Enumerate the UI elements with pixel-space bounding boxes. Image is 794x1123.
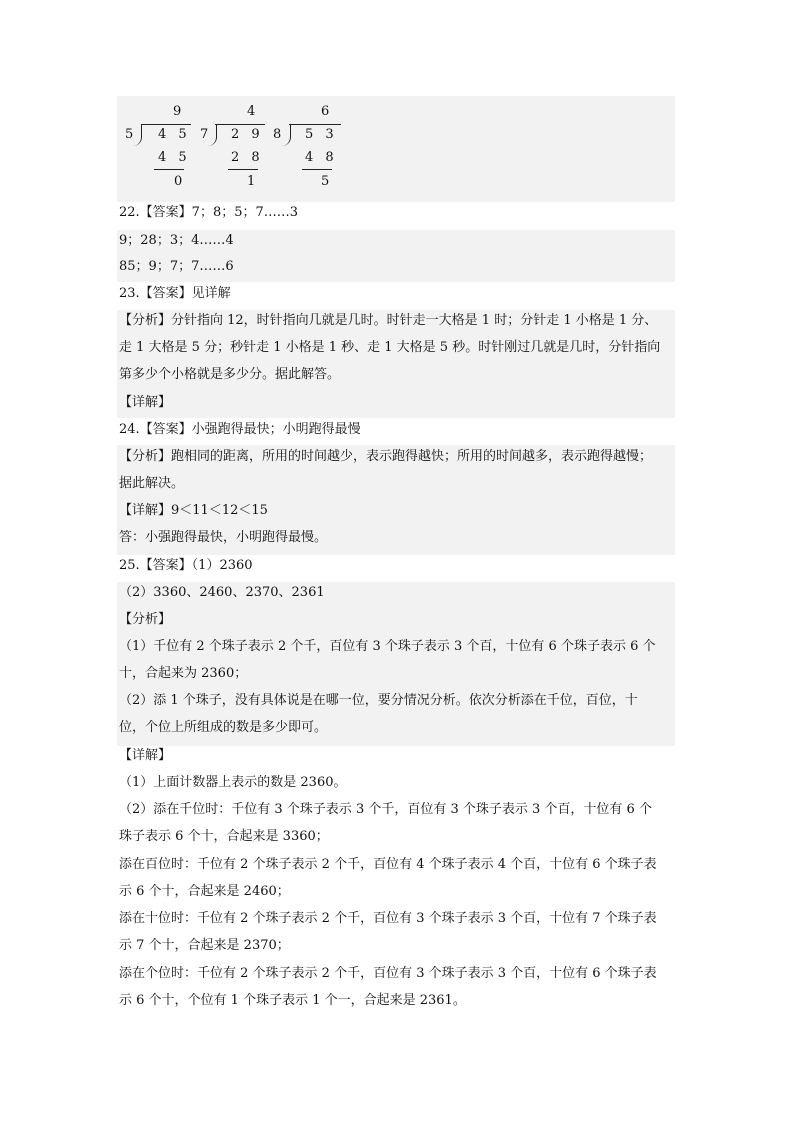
analysis-25-line4: 位，个位上所组成的数是多少即可。 <box>119 720 328 735</box>
detail-25-line2: （2）添在千位时：千位有 3 个珠子表示 3 个千，百位有 3 个珠子表示 3 个百，十位有 6 个 <box>119 802 652 817</box>
remainder: 5 <box>321 174 334 189</box>
subtraction-line <box>154 169 184 170</box>
analysis-23-line2: 走 1 大格是 5 分；秒针走 1 小格是 1 秒、走 1 大格是 5 秒。时针刚过几就是几时，分针指向 <box>119 340 661 355</box>
dividend: 5 3 <box>305 127 338 142</box>
answer-25-part2: （2）3360、2460、2370、2361 <box>119 585 325 600</box>
division-block-bg <box>117 96 675 202</box>
product: 4 8 <box>305 150 338 165</box>
answer-22-part2: 9；28；3；4……4 <box>119 233 234 248</box>
detail-24: 【详解】9＜11＜12＜15 <box>119 503 268 518</box>
detail-23: 【详解】 <box>119 395 172 410</box>
answer-22-part3: 85；9；7；7……6 <box>119 259 234 274</box>
reply-24: 答：小强跑得最快，小明跑得最慢。 <box>119 530 328 545</box>
dividend: 2 9 <box>231 127 264 142</box>
quotient: 4 <box>247 104 260 119</box>
divisor: 7 <box>200 127 213 142</box>
detail-25-line1: （1）上面计数器上表示的数是 2360。 <box>119 775 347 790</box>
detail-25-line9: 示 6 个十，个位有 1 个珠子表示 1 个一，合起来是 2361。 <box>119 993 466 1008</box>
product: 2 8 <box>231 150 264 165</box>
remainder: 1 <box>247 174 260 189</box>
analysis-25-heading: 【分析】 <box>119 612 172 627</box>
detail-25-line8: 添在个位时：千位有 2 个珠子表示 2 个千，百位有 3 个珠子表示 3 个百，十位有 6 个珠子表 <box>119 966 657 981</box>
division-bar <box>141 124 191 125</box>
quotient: 9 <box>173 104 186 119</box>
detail-25-heading: 【详解】 <box>119 748 172 763</box>
detail-25-line6: 添在十位时：千位有 2 个珠子表示 2 个千，百位有 3 个珠子表示 3 个百，十位有 7 个珠子表 <box>119 911 657 926</box>
subtraction-line <box>228 169 258 170</box>
quotient: 6 <box>321 104 334 119</box>
analysis-25-line3: （2）添 1 个珠子，没有具体说是在哪一位，要分情况分析。依次分析添在千位，百位，十 <box>119 693 638 708</box>
division-bar <box>289 124 341 125</box>
analysis-25-line1: （1）千位有 2 个珠子表示 2 个千，百位有 3 个珠子表示 3 个百，十位有 6 个珠子表示 6 个 <box>119 639 656 654</box>
analysis-23-line1: 【分析】分针指向 12，时针指向几就是几时。时针走一大格是 1 时；分针走 1 小格是 1 分、 <box>119 313 658 328</box>
dividend: 4 5 <box>158 127 191 142</box>
detail-25-line7: 示 7 个十，合起来是 2370； <box>119 938 290 953</box>
analysis-23-line3: 第多少个小格就是多少分。据此解答。 <box>119 367 341 382</box>
detail-25-line4: 添在百位时：千位有 2 个珠子表示 2 个千，百位有 4 个珠子表示 4 个百，十位有 6 个珠子表 <box>119 857 657 872</box>
analysis-25-line2: 十，合起来为 2360； <box>119 666 248 681</box>
detail-25-line5: 示 6 个十，合起来是 2460； <box>119 884 290 899</box>
answer-25: 25.【答案】（1）2360 <box>119 558 253 573</box>
division-bar <box>215 124 265 125</box>
divisor: 8 <box>273 127 286 142</box>
divisor: 5 <box>125 127 138 142</box>
product: 4 5 <box>158 150 191 165</box>
remainder: 0 <box>174 174 187 189</box>
answer-23: 23.【答案】见详解 <box>119 286 231 301</box>
answer-24: 24.【答案】小强跑得最快；小明跑得最慢 <box>119 422 361 437</box>
analysis-24-line1: 【分析】跑相同的距离，所用的时间越少，表示跑得越快；所用的时间越多，表示跑得越慢； <box>119 449 653 464</box>
detail-25-line3: 珠子表示 6 个十，合起来是 3360； <box>119 829 329 844</box>
answer-22: 22.【答案】7；8；5；7……3 <box>119 205 299 220</box>
analysis-24-line2: 据此解决。 <box>119 476 185 491</box>
subtraction-line <box>302 169 332 170</box>
